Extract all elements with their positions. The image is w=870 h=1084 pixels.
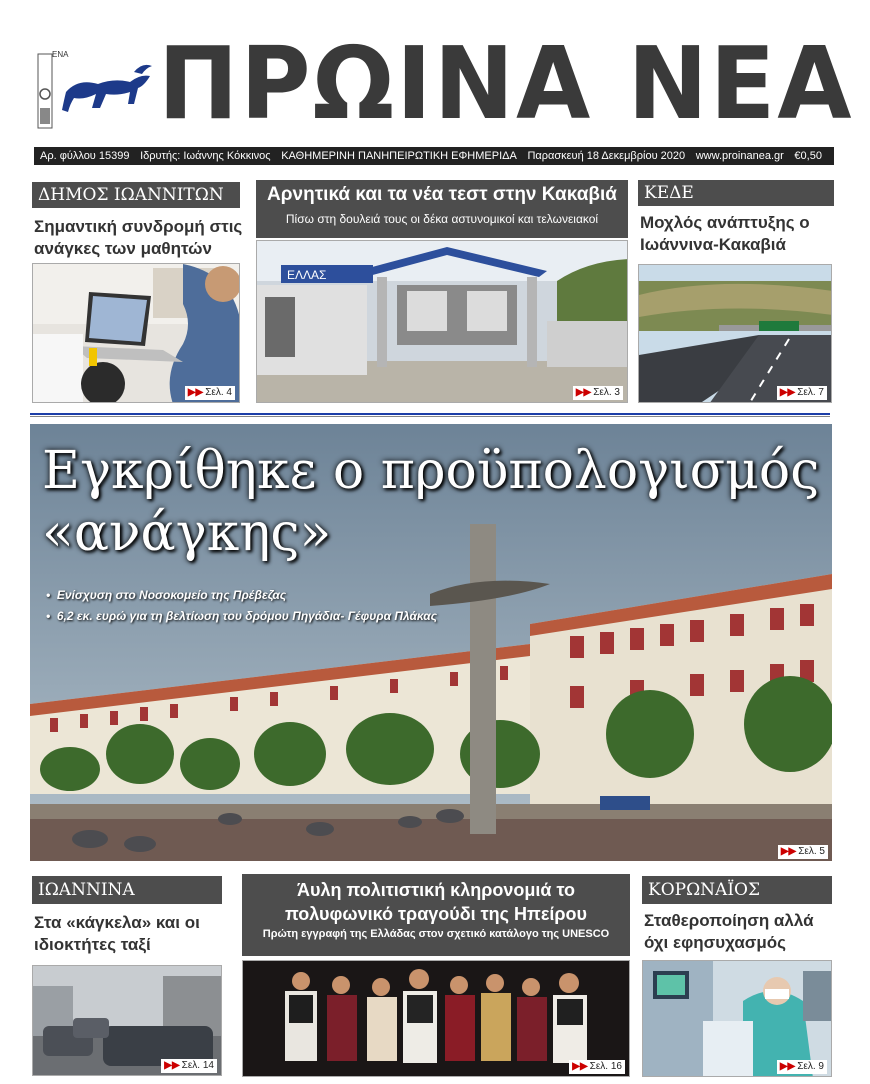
double-arrow-icon: ▶▶ bbox=[779, 387, 796, 398]
bullet-item: • 6,2 εκ. ευρώ για τη βελτίωση του δρόμου Πηγάδια- Γέφυρα Πλάκας bbox=[46, 609, 438, 623]
section-label-kede: ΚΕΔΕ bbox=[638, 180, 834, 206]
photo-icu bbox=[642, 960, 832, 1077]
blue-divider bbox=[30, 413, 830, 415]
page-ref-3[interactable]: ▶▶ Σελ. 3 bbox=[573, 386, 623, 400]
story-title-highway[interactable]: Μοχλός ανάπτυξης ο Ιωάννινα-Κακαβιά bbox=[640, 213, 810, 254]
story-title-students[interactable]: Σημαντική συνδρομή στις ανάγκες των μαθητών bbox=[34, 217, 243, 258]
page-ref-7[interactable]: ▶▶ Σελ. 7 bbox=[777, 386, 827, 400]
story-header-kakavia bbox=[256, 180, 628, 238]
logo-text: ΕΝΑ bbox=[52, 50, 69, 59]
double-arrow-icon: ▶▶ bbox=[779, 1061, 796, 1072]
masthead-title: ΠΡΩΙΝΑ ΝΕΑ bbox=[158, 25, 854, 142]
issue-number: Αρ. φύλλου 15399 bbox=[40, 150, 130, 162]
info-bar bbox=[34, 147, 834, 165]
page-ref-9[interactable]: ▶▶ Σελ. 9 bbox=[777, 1060, 827, 1074]
double-arrow-icon: ▶▶ bbox=[164, 1060, 180, 1071]
tagline: ΚΑΘΗΜΕΡΙΝΗ ΠΑΝΗΠΕΙΡΩΤΙΚΗ ΕΦΗΜΕΡΙΔΑ bbox=[281, 150, 517, 162]
photo-border-crossing bbox=[256, 240, 628, 403]
section-label-covid: ΚΟΡΩΝΑΪΟΣ bbox=[642, 876, 832, 904]
photo-highway bbox=[638, 264, 832, 403]
page-ref-5[interactable]: ▶▶ Σελ. 5 bbox=[778, 845, 828, 859]
double-arrow-icon: ▶▶ bbox=[187, 387, 204, 398]
photo-taxi-street bbox=[32, 965, 222, 1076]
story-title-kakavia[interactable]: Αρνητικά και τα νέα τεστ στην Κακαβιά bbox=[267, 184, 617, 205]
bullet-item: • Ενίσχυση στο Νοσοκομείο της Πρέβεζας bbox=[46, 588, 287, 602]
founder: Ιδρυτής: Ιωάννης Κόκκινος bbox=[140, 150, 271, 162]
price: €0,50 bbox=[794, 150, 822, 162]
story-title-polyphonic[interactable]: Άυλη πολιτιστική κληρονομιά το πολυφωνικό τραγούδι της Ηπείρου bbox=[285, 880, 587, 924]
section-label-ioannina: ΙΩΑΝΝΙΝΑ bbox=[32, 876, 222, 904]
double-arrow-icon: ▶▶ bbox=[575, 387, 592, 398]
story-header-polyphonic bbox=[242, 874, 630, 956]
main-bullets bbox=[46, 588, 437, 630]
newspaper-logo bbox=[34, 48, 156, 132]
story-title-taxi[interactable]: Στα «κάγκελα» και οι ιδιοκτήτες ταξί bbox=[34, 913, 200, 954]
page-ref-14[interactable]: ▶▶ Σελ. 14 bbox=[161, 1059, 217, 1073]
photo-laptop bbox=[32, 263, 240, 403]
page-ref-4[interactable]: ▶▶ Σελ. 4 bbox=[185, 386, 235, 400]
grey-divider bbox=[30, 416, 830, 417]
story-subtitle-polyphonic: Πρώτη εγγραφή της Ελλάδας στον σχετικό κατάλογο της UNESCO bbox=[262, 928, 610, 940]
photo-singers bbox=[242, 960, 630, 1077]
section-label-dimos: ΔΗΜΟΣ ΙΩΑΝΝΙΤΩΝ bbox=[32, 182, 240, 208]
website-link[interactable]: www.proinanea.gr bbox=[695, 150, 784, 162]
main-headline[interactable]: Εγκρίθηκε ο προϋπολογισμός «ανάγκης» bbox=[42, 441, 820, 563]
story-title-covid[interactable]: Σταθεροποίηση αλλά όχι εφησυχασμός bbox=[644, 911, 814, 952]
sign-text: ΕΛΛΑΣ bbox=[287, 268, 327, 282]
double-arrow-icon: ▶▶ bbox=[572, 1061, 588, 1072]
main-story bbox=[30, 424, 832, 861]
page-ref-16[interactable]: ▶▶ Σελ. 16 bbox=[569, 1060, 625, 1074]
double-arrow-icon: ▶▶ bbox=[780, 846, 797, 857]
issue-date: Παρασκευή 18 Δεκεμβρίου 2020 bbox=[527, 150, 686, 162]
story-subtitle-kakavia: Πίσω στη δουλειά τους οι δέκα αστυνομικοί και τελωνειακοί bbox=[285, 212, 599, 226]
